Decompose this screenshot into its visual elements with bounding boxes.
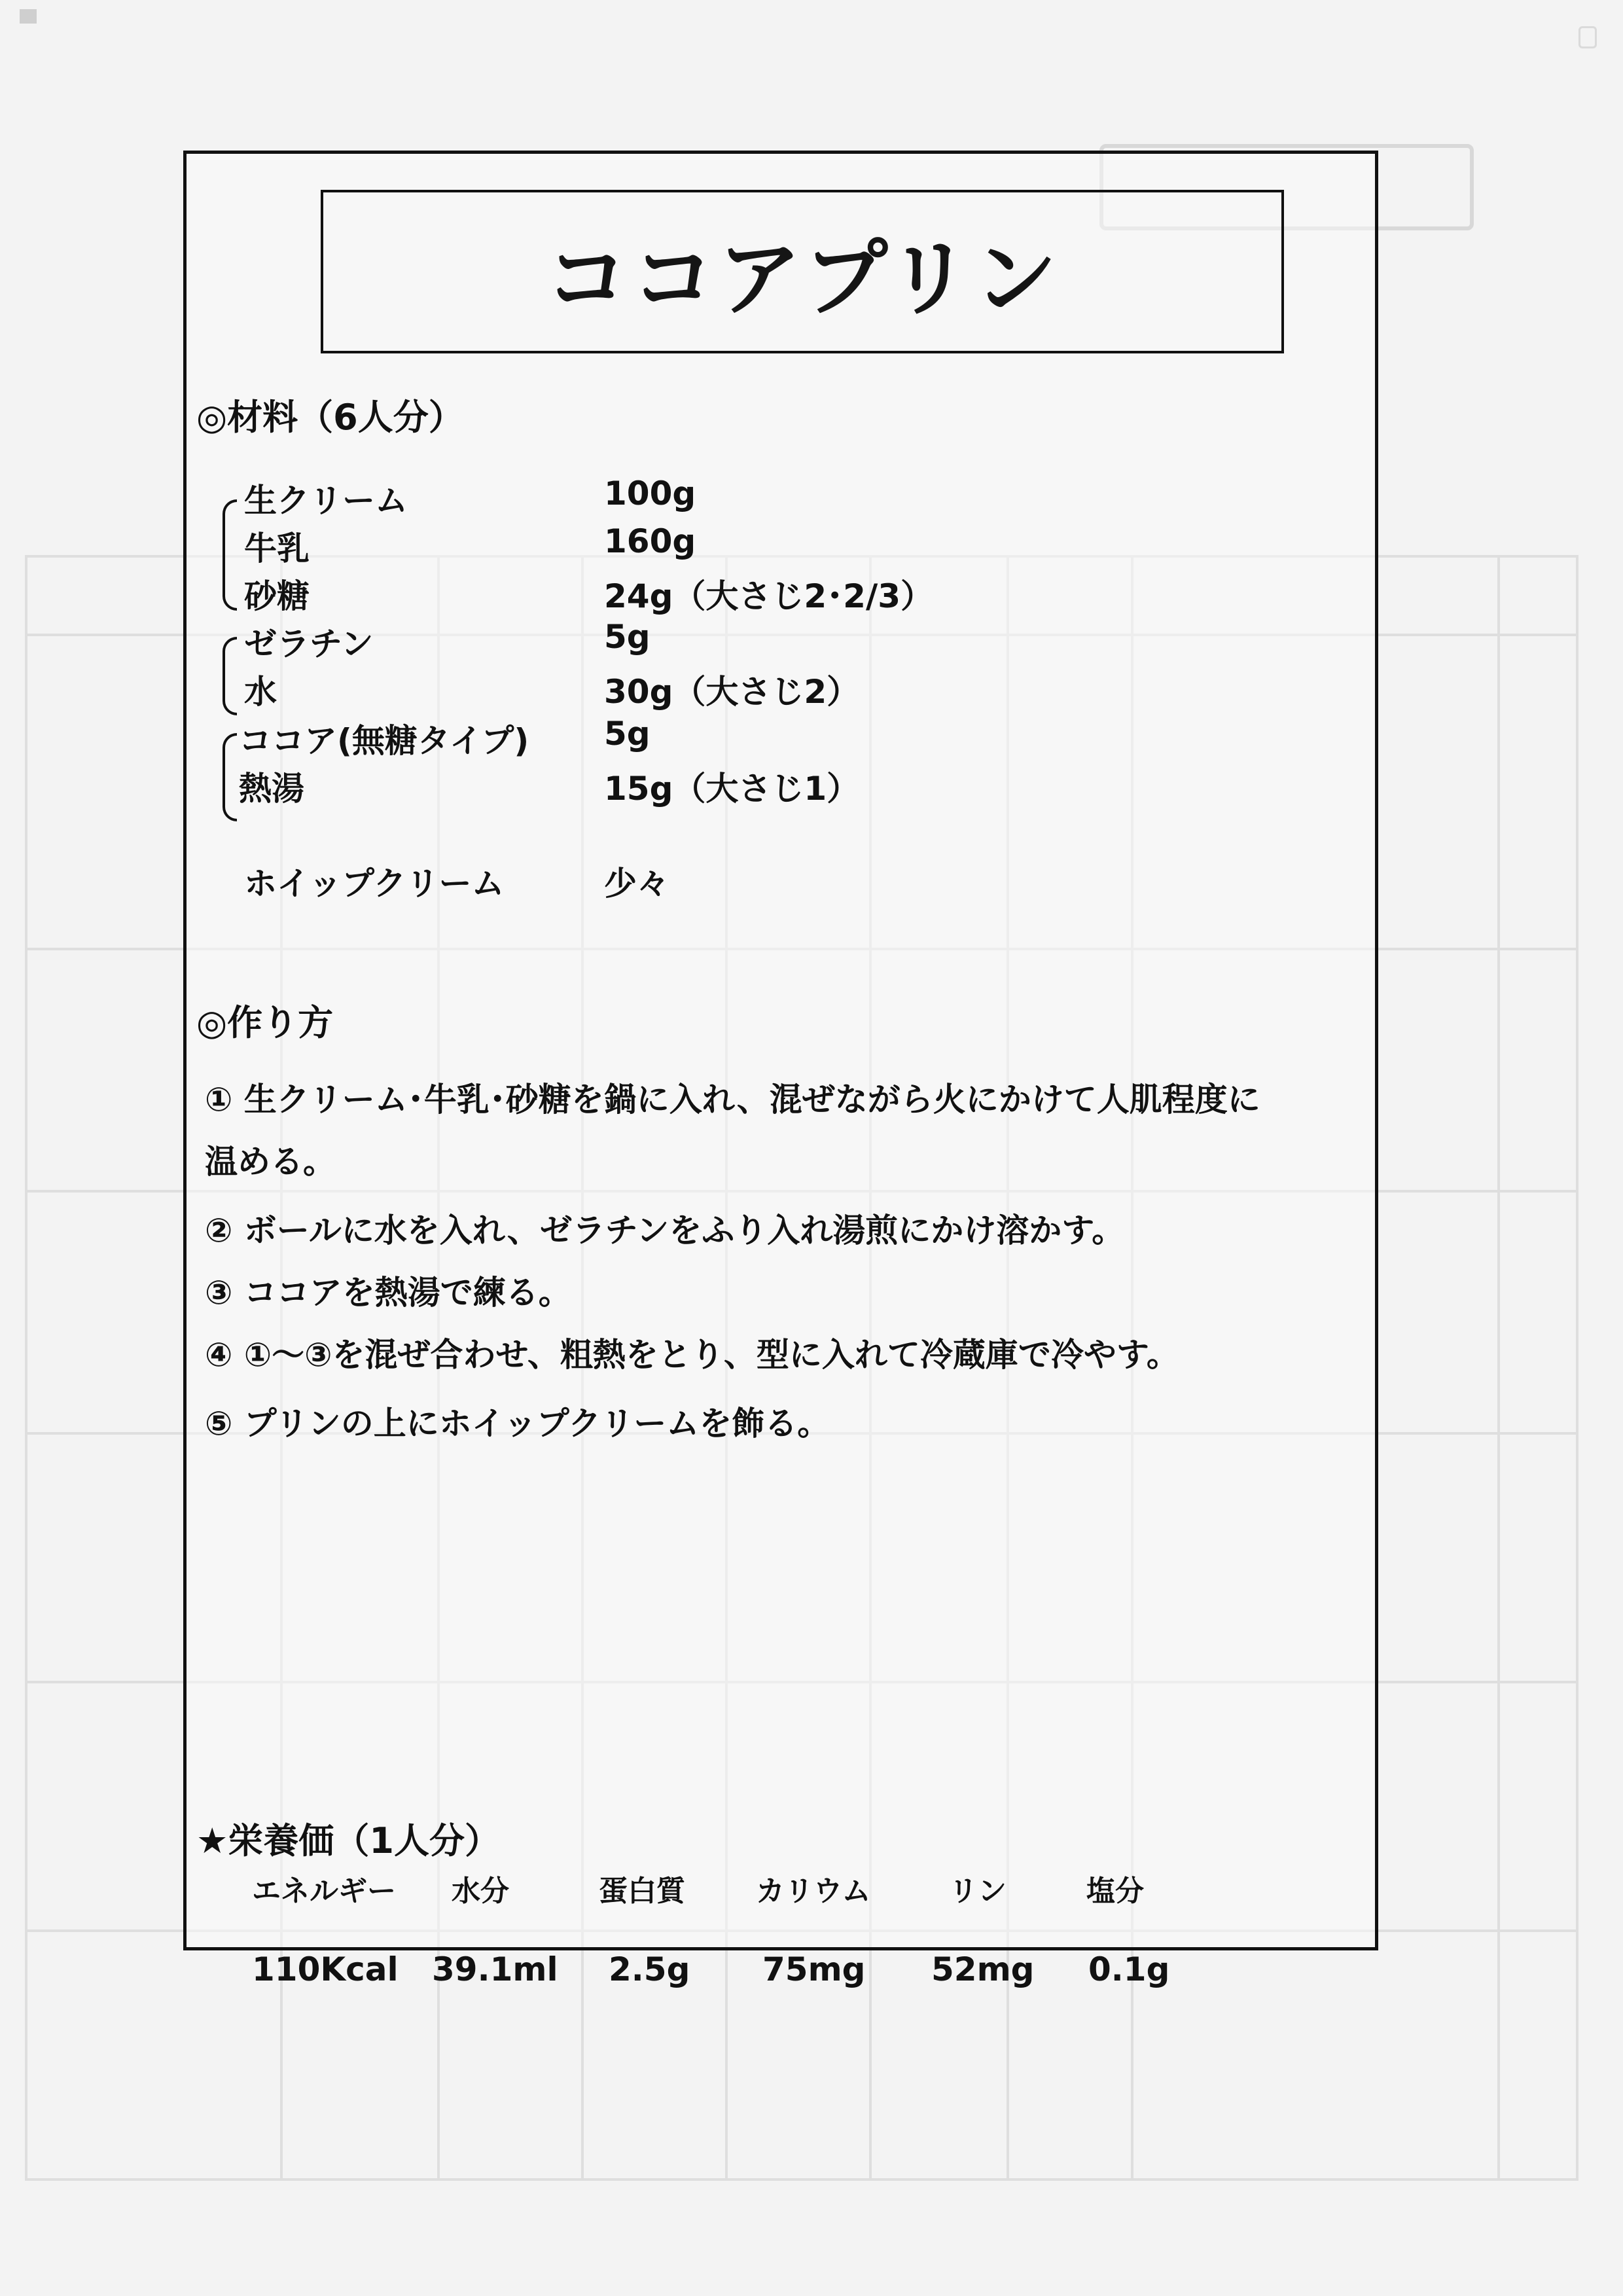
ingredient-name: 生クリーム [244, 482, 408, 520]
ingredients-heading: ◎材料（6人分） [196, 397, 464, 438]
nutrition-label: カリウム [756, 1874, 871, 1908]
nutrition-label: エネルギー [252, 1874, 396, 1908]
method-step: ③ ココアを熱湯で練る。 [205, 1274, 571, 1312]
method-step: ④ ①～③を混ぜ合わせ、粗熱をとり、型に入れて冷蔵庫で冷やす。 [205, 1336, 1179, 1374]
nutrition-value: 0.1g [1088, 1950, 1170, 1988]
nutrition-label: 塩分 [1086, 1874, 1144, 1908]
nutrition-value: 39.1ml [432, 1950, 558, 1988]
method-step-continued: 温める。 [205, 1143, 336, 1181]
ingredient-amount: 5g [604, 618, 651, 656]
ingredient-name: 熱湯 [239, 770, 304, 808]
nutrition-value: 2.5g [609, 1950, 690, 1988]
ingredient-amount: 15g（大さじ1） [604, 770, 860, 808]
ingredient-name: ココア(無糖タイプ) [239, 722, 529, 760]
corner-mark [20, 9, 37, 24]
ingredient-name: 牛乳 [244, 529, 310, 567]
ingredient-name: ゼラチン [244, 625, 374, 663]
ingredient-amount: 5g [604, 715, 651, 753]
method-heading: ◎作り方 [196, 1002, 334, 1043]
nutrition-label: 蛋白質 [599, 1874, 685, 1908]
ingredient-name: 水 [244, 673, 277, 711]
nutrition-value: 110Kcal [252, 1950, 399, 1988]
method-step: ① 生クリーム･牛乳･砂糖を鍋に入れ、混ぜながら火にかけて人肌程度に [205, 1081, 1260, 1119]
ingredient-amount: 30g（大さじ2） [604, 673, 860, 711]
bracket-group-2 [223, 637, 237, 715]
nutrition-label: リン [949, 1874, 1007, 1908]
ingredient-amount: 160g [604, 522, 696, 560]
corner-page-mark [1578, 26, 1597, 48]
title-box [321, 190, 1284, 353]
recipe-card [183, 151, 1378, 1988]
ingredient-name: 砂糖 [244, 577, 310, 615]
ingredient-name: ホイップクリーム [244, 865, 505, 903]
method-step: ⑤ プリンの上にホイップクリームを飾る。 [205, 1405, 830, 1443]
ingredient-amount: 24g（大さじ2･2/3） [604, 577, 934, 615]
nutrition-value: 75mg [762, 1950, 866, 1988]
bracket-group-3 [223, 733, 237, 821]
bracket-group-1 [223, 499, 237, 611]
recipe-title: ココアプリン [544, 230, 1060, 328]
method-step: ② ボールに水を入れ、ゼラチンをふり入れ湯煎にかけ溶かす。 [205, 1211, 1125, 1249]
ingredient-amount: 少々 [604, 865, 669, 903]
nutrition-heading: ★栄養価（1人分） [196, 1820, 500, 1861]
nutrition-value: 52mg [931, 1950, 1035, 1988]
ingredient-amount: 100g [604, 475, 696, 512]
nutrition-label: 水分 [452, 1874, 509, 1908]
